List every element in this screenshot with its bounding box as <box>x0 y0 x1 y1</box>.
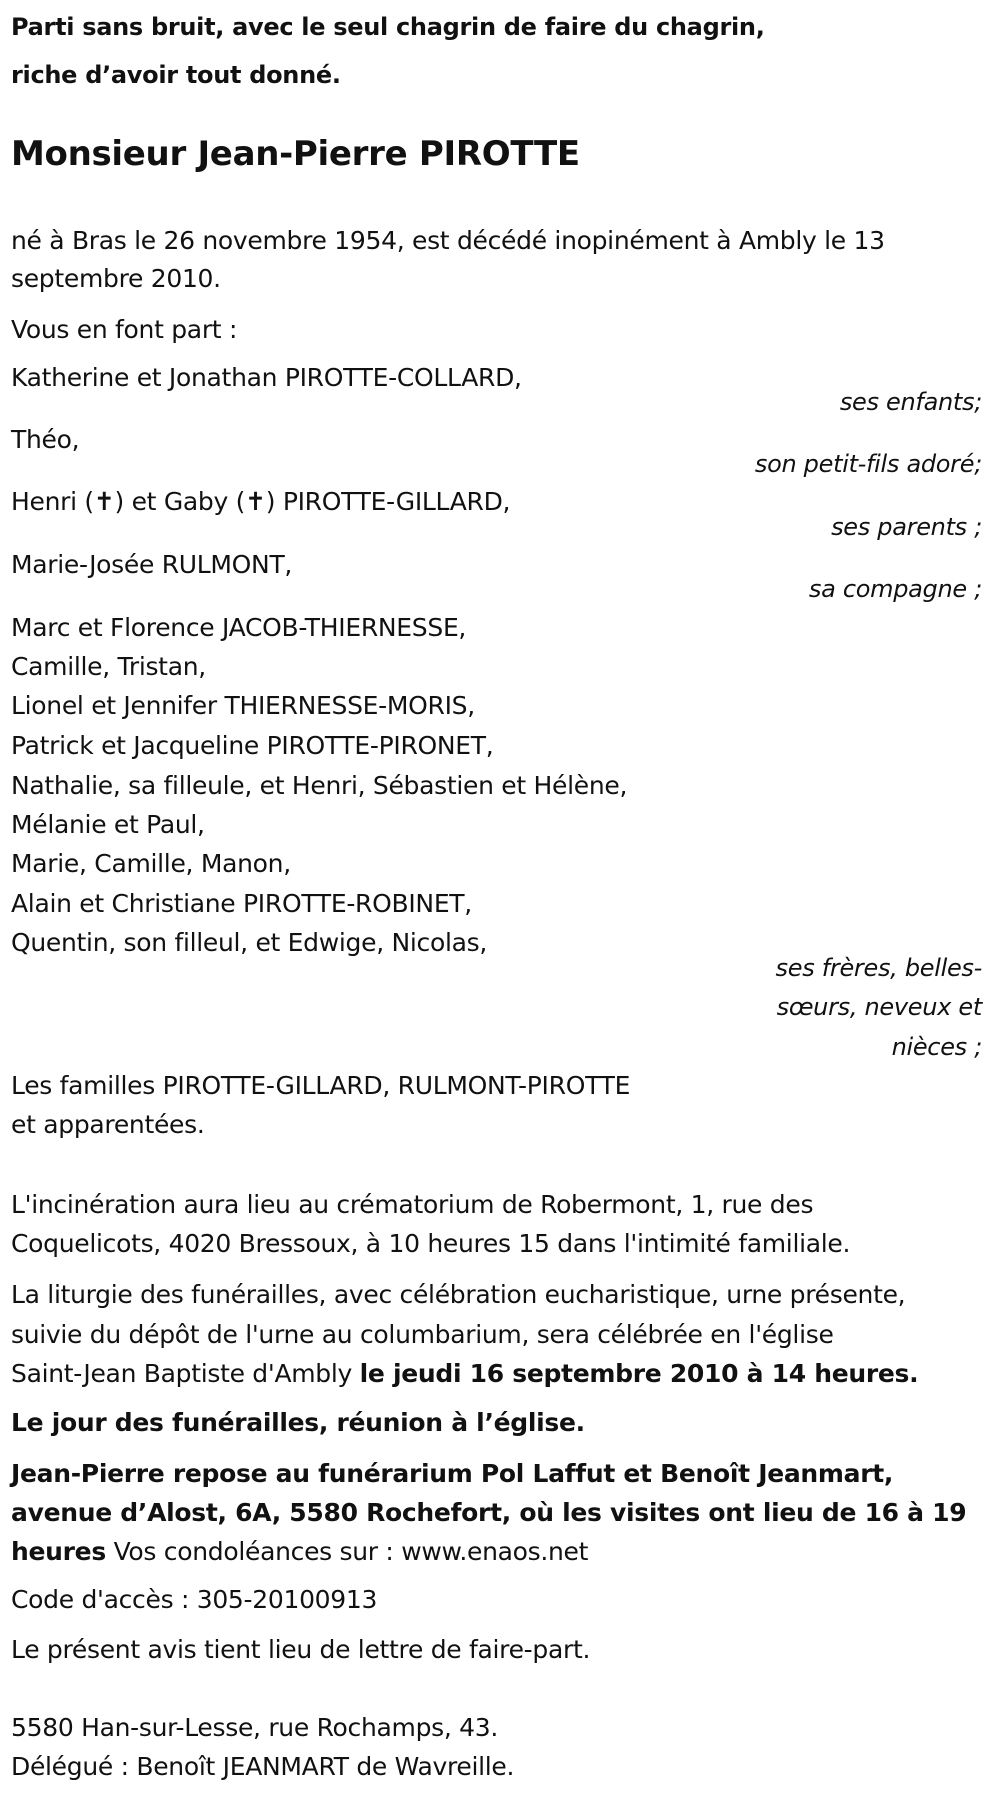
liturgy-line-2: suivie du dépôt de l'urne au columbarium, sera célébrée en l'église <box>11 1320 834 1349</box>
sibling-line: Marc et Florence JACOB-THIERNESSE, <box>11 613 467 642</box>
liturgy-date: le jeudi 16 septembre 2010 à 14 heures. <box>359 1359 919 1388</box>
meeting-text: Le jour des funérailles, réunion à l’église. <box>11 1408 585 1437</box>
sibling-line: Patrick et Jacqueline PIROTTE-PIRONET, <box>11 731 494 760</box>
rest-line-1: Jean-Pierre repose au funérarium Pol Laffut et Benoît Jeanmart, <box>11 1459 894 1488</box>
rest-hours: heures <box>11 1537 106 1566</box>
sibling-line: Lionel et Jennifer THIERNESSE-MORIS, <box>11 691 475 720</box>
sibling-line: Quentin, son filleul, et Edwige, Nicolas, <box>11 928 488 957</box>
sibling-line: Camille, Tristan, <box>11 652 206 681</box>
condolences-link[interactable]: Vos condoléances sur : www.enaos.net <box>105 1537 589 1566</box>
family-names-parents: Henri (✝) et Gaby (✝) PIROTTE-GILLARD, <box>11 487 511 516</box>
page-title: Monsieur Jean-Pierre PIROTTE <box>11 134 580 174</box>
intro-line-2: septembre 2010. <box>11 264 221 293</box>
notice-text: Le présent avis tient lieu de lettre de faire-part. <box>11 1635 591 1664</box>
incineration-line-2: Coquelicots, 4020 Bressoux, à 10 heures 15 dans l'intimité familiale. <box>11 1229 851 1258</box>
announce-text: Vous en font part : <box>11 315 238 344</box>
relation-parents: ses parents ; <box>831 513 982 541</box>
relation-siblings-line-2: sœurs, neveux et <box>776 993 982 1021</box>
sibling-line: Alain et Christiane PIROTTE-ROBINET, <box>11 889 472 918</box>
family-names-children: Katherine et Jonathan PIROTTE-COLLARD, <box>11 363 522 392</box>
relation-siblings-line-1: ses frères, belles- <box>775 954 982 982</box>
relation-siblings-line-3: nièces ; <box>891 1033 982 1061</box>
family-names-grandson: Théo, <box>11 425 80 454</box>
liturgy-line-3 <box>11 1359 918 1389</box>
sibling-line: Marie, Camille, Manon, <box>11 849 291 878</box>
intro-line-1: né à Bras le 26 novembre 1954, est décédé inopinément à Ambly le 13 <box>11 226 885 255</box>
quote-line-2: riche d’avoir tout donné. <box>11 61 341 89</box>
rest-line-2: avenue d’Alost, 6A, 5580 Rochefort, où les visites ont lieu de 16 à 19 <box>11 1498 967 1527</box>
footer-delegate: Délégué : Benoît JEANMART de Wavreille. <box>11 1752 515 1781</box>
relation-grandson: son petit-fils adoré; <box>754 450 982 478</box>
footer-address: 5580 Han-sur-Lesse, rue Rochamps, 43. <box>11 1713 499 1742</box>
liturgy-line-1: La liturgie des funérailles, avec célébration eucharistique, urne présente, <box>11 1280 906 1309</box>
liturgy-church: Saint-Jean Baptiste d'Ambly <box>11 1359 360 1388</box>
quote-line-1: Parti sans bruit, avec le seul chagrin de faire du chagrin, <box>11 13 765 41</box>
families-line-1: Les familles PIROTTE-GILLARD, RULMONT-PIROTTE <box>11 1071 631 1100</box>
incineration-line-1: L'incinération aura lieu au crématorium de Robermont, 1, rue des <box>11 1190 814 1219</box>
sibling-line: Mélanie et Paul, <box>11 810 205 839</box>
access-code: Code d'accès : 305-20100913 <box>11 1585 378 1614</box>
relation-partner: sa compagne ; <box>808 575 982 603</box>
rest-line-3 <box>11 1537 588 1567</box>
family-names-partner: Marie-Josée RULMONT, <box>11 550 293 579</box>
relation-children: ses enfants; <box>839 388 982 416</box>
sibling-line: Nathalie, sa filleule, et Henri, Sébastien et Hélène, <box>11 771 628 800</box>
families-line-2: et apparentées. <box>11 1110 205 1139</box>
